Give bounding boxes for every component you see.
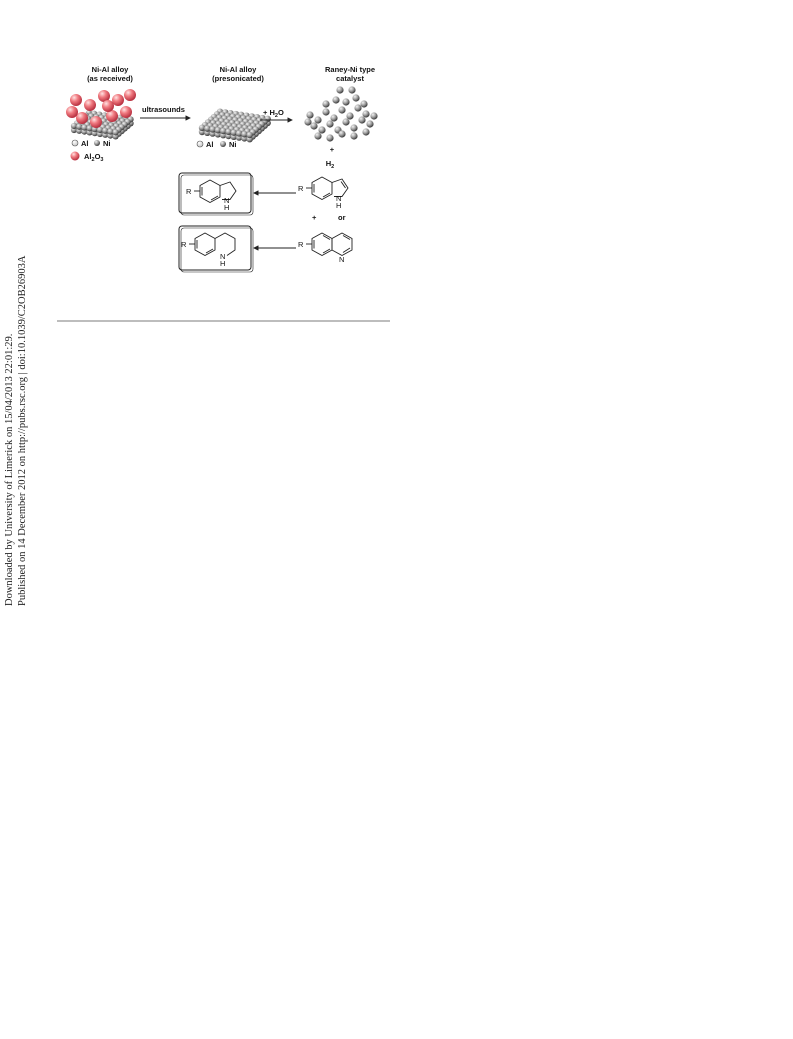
- ni-legend-marker-2: [220, 141, 226, 147]
- al2o3-particle: [102, 100, 114, 112]
- al2o3-particle: [90, 116, 102, 128]
- h2-label: $H_2$: [325, 159, 335, 170]
- r-label-2: R: [298, 184, 304, 193]
- ni-atom: [113, 129, 119, 135]
- ni-atom: [304, 118, 311, 125]
- nh-n-label-3: N: [220, 252, 226, 261]
- download-notice: [0, 0, 40, 1039]
- r-label-4: R: [298, 240, 304, 249]
- ni-atom: [360, 100, 367, 107]
- ni-atom: [306, 111, 313, 118]
- ni-atom: [350, 132, 357, 139]
- ni-legend-label-2: Ni: [229, 140, 237, 149]
- nh-h-label-3: H: [220, 259, 226, 268]
- ultrasounds-label: ultrasounds: [142, 105, 185, 114]
- ni-atom: [332, 96, 339, 103]
- alloy-presonicated-title: Ni-Al alloy: [219, 65, 257, 74]
- ni-atom: [346, 112, 353, 119]
- ni-atom: [348, 86, 355, 93]
- nh-n-label-1: N: [224, 196, 230, 205]
- ni-atom: [314, 116, 321, 123]
- publication-notice-line: Published on 14 December 2012 on http://pubs.rsc.org | doi:10.1039/C2OB26903A: [17, 255, 28, 606]
- ni-atom: [326, 134, 333, 141]
- al-legend-label-2: Al: [206, 140, 214, 149]
- alloy-received-title: Ni-Al alloy: [91, 65, 129, 74]
- al-legend-label: Al: [81, 139, 89, 148]
- ni-atom: [352, 94, 359, 101]
- ni-atom: [310, 122, 317, 129]
- download-notice-line: Downloaded by University of Limerick on 15/04/2013 22:01:29.: [4, 333, 15, 606]
- reaction-scheme-figure: [60, 60, 400, 280]
- plus-sign-left: +: [312, 213, 317, 222]
- r-label-3: R: [181, 240, 187, 249]
- indole-structure: [298, 177, 348, 210]
- ni-atom: [97, 127, 103, 133]
- or-label: or: [338, 213, 346, 222]
- ni-atom: [366, 120, 373, 127]
- r-label-1: R: [186, 187, 192, 196]
- ni-atom: [102, 128, 108, 134]
- al2o3-particle: [84, 99, 96, 111]
- ni-atom: [354, 104, 361, 111]
- ni-atom: [322, 108, 329, 115]
- al2o3-particle: [70, 94, 82, 106]
- ni-atom: [342, 118, 349, 125]
- al2o3-particle: [76, 112, 88, 124]
- ni-atom: [350, 124, 357, 131]
- alloy-presonicated-block: [199, 108, 271, 142]
- ni-atom: [71, 123, 77, 129]
- catalyst-title: Raney-Ni type: [324, 65, 376, 74]
- al2o3-particle: [124, 89, 136, 101]
- ni-atom: [322, 100, 329, 107]
- ni-atom: [342, 98, 349, 105]
- al2o3-legend-marker: [71, 152, 80, 161]
- ni-legend-marker: [94, 140, 100, 146]
- quinoline-structure: [298, 233, 352, 264]
- ni-atom: [362, 110, 369, 117]
- ni-atom: [358, 116, 365, 123]
- al2o3-particle: [66, 106, 78, 118]
- alloy-received-subtitle: (as received): [87, 74, 133, 83]
- ni-legend-label: Ni: [103, 139, 111, 148]
- ni-atom: [326, 120, 333, 127]
- ni-atom: [76, 124, 82, 130]
- ni-atom: [81, 124, 87, 130]
- ni-atom: [247, 132, 253, 138]
- ni-atom: [370, 112, 377, 119]
- al2o3-legend-label: $Al_2O_3$: [84, 152, 104, 163]
- ni-atom: [336, 86, 343, 93]
- nh-h-label-1: H: [224, 203, 230, 212]
- ni-atom: [314, 132, 321, 139]
- catalyst-subtitle: catalyst: [336, 74, 364, 83]
- alloy-received-block: [66, 89, 136, 140]
- ni-atom: [362, 128, 369, 135]
- al2o3-particle: [112, 94, 124, 106]
- section-divider: [57, 320, 390, 322]
- ni-atom: [330, 114, 337, 121]
- ni-atom: [338, 106, 345, 113]
- raney-catalyst-cluster: [304, 86, 377, 141]
- al2o3-particle: [120, 106, 132, 118]
- plus-sign-top: +: [329, 145, 335, 154]
- ni-atom: [107, 128, 113, 134]
- ni-atom: [318, 126, 325, 133]
- alloy-presonicated-subtitle: (presonicated): [212, 74, 264, 83]
- quinoline-n-label: N: [339, 255, 345, 264]
- water-label: + $H_2O$: [263, 108, 284, 119]
- al-legend-marker-2: [197, 141, 203, 147]
- indole-n-label: N: [336, 194, 342, 203]
- indole-h-label: H: [336, 201, 342, 210]
- al-legend-marker: [72, 140, 78, 146]
- ni-atom: [338, 130, 345, 137]
